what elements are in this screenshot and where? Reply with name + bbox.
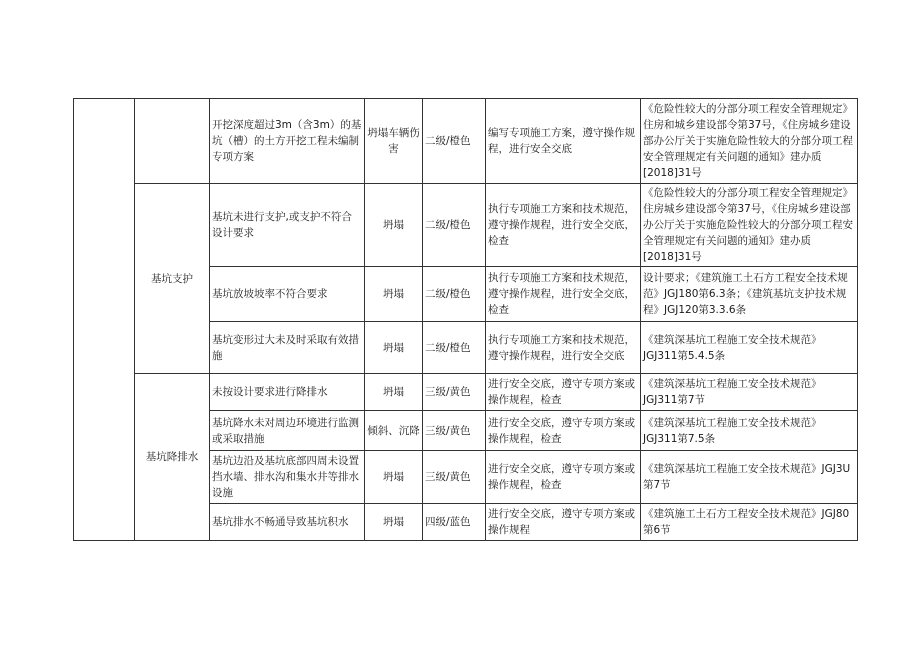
control-measures: 执行专项施工方案和技术规范，遵守操作规程，进行安全交底，检查 bbox=[486, 267, 641, 322]
hazard-description: 未按设计要求进行降排水 bbox=[210, 374, 365, 411]
risk-level: 三级/黄色 bbox=[423, 451, 486, 504]
table-row bbox=[74, 374, 858, 411]
hazard-description: 基坑边沿及基坑底部四周未设置挡水墙、排水沟和集水井等排水设施 bbox=[210, 451, 365, 504]
regulatory-basis: 设计要求；《建筑施工土石方工程安全技术规范》JGJ180第6.3条；《建筑基坑支护技术规程》JGJ120第3.3.6条 bbox=[641, 267, 858, 322]
hazard-description: 基坑放坡坡率不符合要求 bbox=[210, 267, 365, 322]
damage-type: 坍塌 bbox=[365, 322, 423, 374]
risk-level: 四级/蓝色 bbox=[423, 504, 486, 541]
damage-type: 坍塌 bbox=[365, 184, 423, 267]
risk-level: 二级/橙色 bbox=[423, 322, 486, 374]
control-measures: 编写专项施工方案，遵守操作规程，进行安全交底 bbox=[486, 99, 641, 184]
control-measures: 执行专项施工方案和技术规范，遵守操作规程，进行安全交底 bbox=[486, 322, 641, 374]
control-measures: 进行安全交底，遵守专项方案或操作规程，检查 bbox=[486, 451, 641, 504]
regulatory-basis: 《建筑深基坑工程施工安全技术规范》JGJ311第5.4.5条 bbox=[641, 322, 858, 374]
hazard-description: 基坑排水不畅通导致基坑积水 bbox=[210, 504, 365, 541]
regulatory-basis: 《建筑深基坑工程施工安全技术规范》JGJ311第7.5条 bbox=[641, 411, 858, 451]
regulatory-basis: 《建筑施工土石方工程安全技术规范》JGJ80第6节 bbox=[641, 504, 858, 541]
risk-level: 三级/黄色 bbox=[423, 411, 486, 451]
damage-type: 坍塌 bbox=[365, 451, 423, 504]
control-measures: 进行安全交底，遵守专项方案或操作规程，检查 bbox=[486, 374, 641, 411]
hazard-description: 开挖深度超过3m（含3m）的基坑（槽）的土方开挖工程未编制专项方案 bbox=[210, 99, 365, 184]
regulatory-basis: 《建筑深基坑工程施工安全技术规范》JGJ3U第7节 bbox=[641, 451, 858, 504]
damage-type: 坍塌 bbox=[365, 267, 423, 322]
regulatory-basis: 《建筑深基坑工程施工安全技术规范》JGJ311第7节 bbox=[641, 374, 858, 411]
hazard-description: 基坑未进行支护,或支护不符合设计要求 bbox=[210, 184, 365, 267]
damage-type: 坍塌 bbox=[365, 504, 423, 541]
control-measures: 执行专项施工方案和技术规范，遵守操作规程，进行安全交底，检查 bbox=[486, 184, 641, 267]
risk-level: 二级/橙色 bbox=[423, 184, 486, 267]
damage-type: 坍塌车辆伤害 bbox=[365, 99, 423, 184]
table-row bbox=[74, 184, 858, 267]
category-cell bbox=[74, 99, 135, 541]
regulatory-basis: 《危险性较大的分部分项工程安全管理规定》住房和城乡建设部令第37号，《住房城乡建设部办公厅关于实施危险性较大的分部分项工程安全管理规定有关问题的通知》建办质[2018]31号 bbox=[641, 99, 858, 184]
hazard-description: 基坑变形过大未及时采取有效措施 bbox=[210, 322, 365, 374]
risk-level: 二级/橙色 bbox=[423, 267, 486, 322]
subcategory-cell bbox=[135, 99, 210, 184]
damage-type: 倾斜、沉降 bbox=[365, 411, 423, 451]
subcategory-cell: 基坑支护 bbox=[135, 184, 210, 374]
risk-level: 二级/橙色 bbox=[423, 99, 486, 184]
control-measures: 进行安全交底，遵守专项方案或操作规程，检查 bbox=[486, 411, 641, 451]
hazard-description: 基坑降水未对周边环境进行监测或采取措施 bbox=[210, 411, 365, 451]
hazard-table bbox=[73, 98, 858, 541]
damage-type: 坍塌 bbox=[365, 374, 423, 411]
table-row bbox=[74, 99, 858, 184]
risk-level: 三级/黄色 bbox=[423, 374, 486, 411]
subcategory-cell: 基坑降排水 bbox=[135, 374, 210, 541]
control-measures: 进行安全交底，遵守专项方案或操作规程 bbox=[486, 504, 641, 541]
regulatory-basis: 《危险性较大的分部分项工程安全管理规定》住房城乡建设部令第37号，《住房城乡建设部办公厅关于实施危险性较大的分部分项工程安全管理规定有关问题的通知》建办质[2018]31号 bbox=[641, 184, 858, 267]
